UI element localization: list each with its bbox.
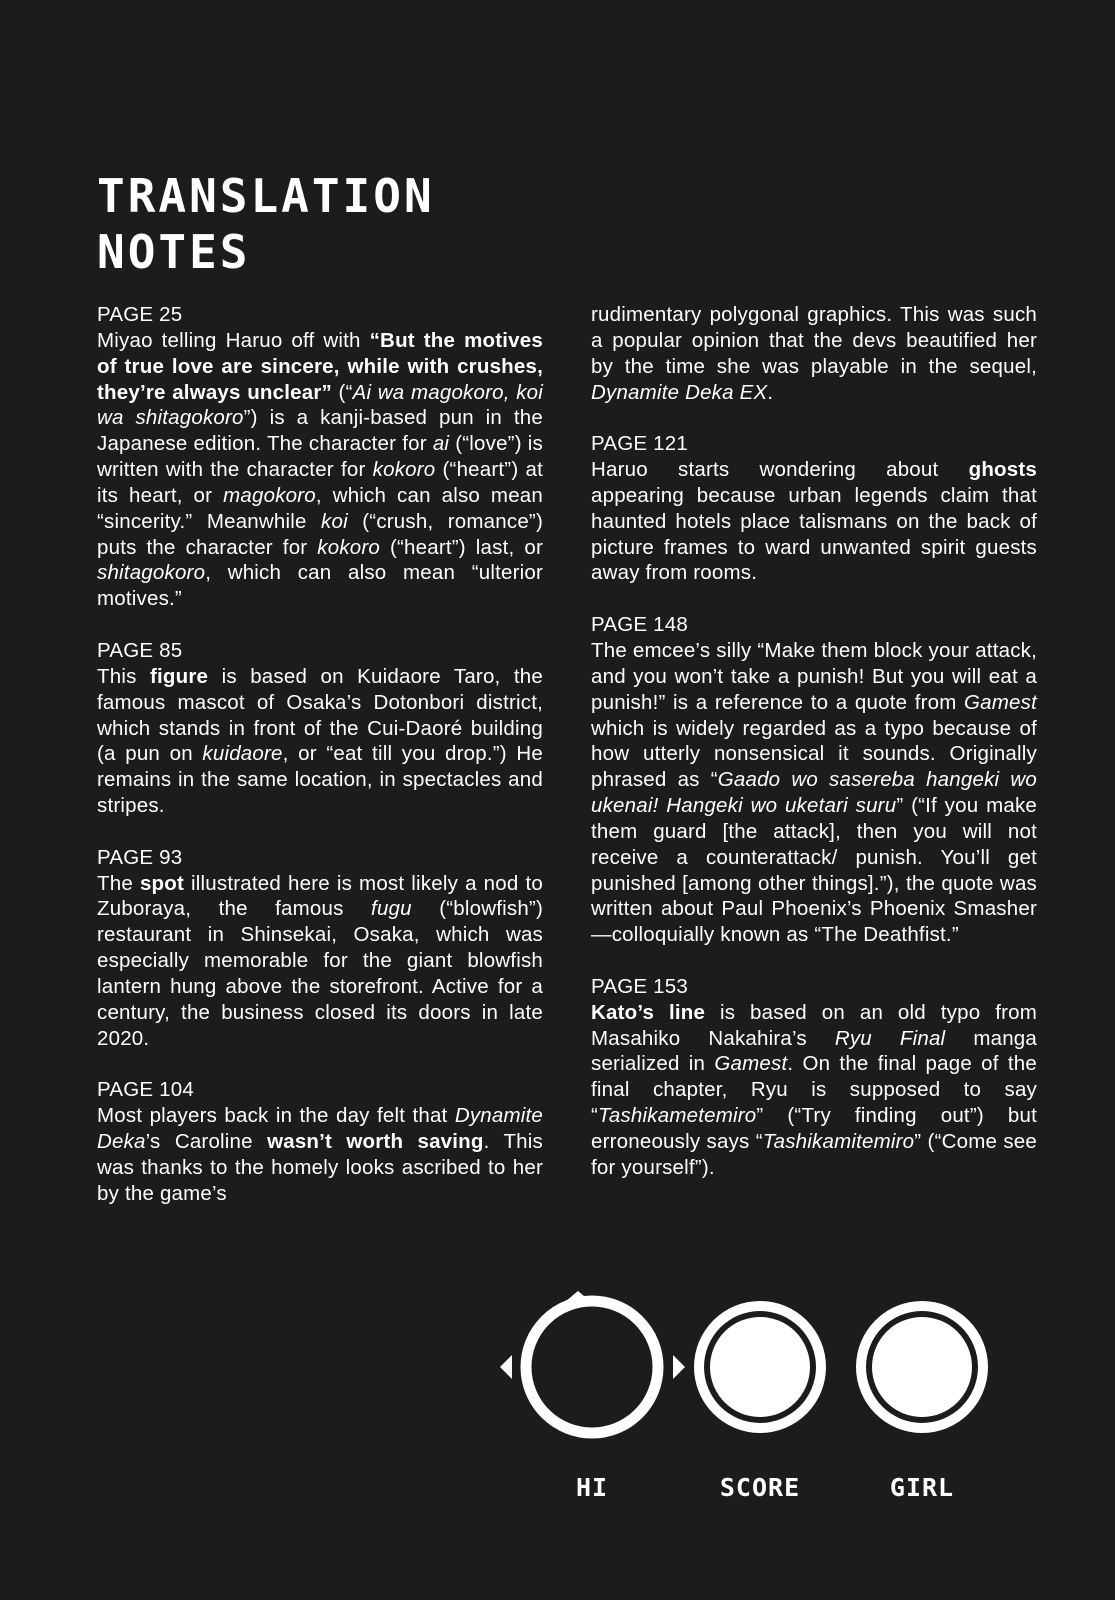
italic-run: Gamest [964,690,1037,714]
note-heading: PAGE 85 [97,638,183,662]
text-run: (“love”) is written with the character for [97,432,543,482]
note-heading: PAGE 121 [591,432,688,456]
title-line-1: TRANSLATION [97,169,435,223]
text-run: manga serialized in [591,1026,1037,1076]
text-run: is based on Kuidaore Taro, the famous mascot of Osaka’s Dotonbori district, which stands in front of the Cui-Daoré building (a pun on [97,664,543,766]
note-heading: PAGE 148 [591,613,688,637]
text-run: Miyao telling Haruo off with [97,328,370,352]
bold-run: Kato’s line [591,1000,706,1024]
text-run: rudimentary polygonal graphics. This was such a popular opinion that the devs beautified her by the time she was playable in the sequel, [591,303,1037,378]
text-run: ” (“Come see for yourself”). [591,1130,1037,1179]
note-body [97,665,543,817]
italic-run: kokoro [372,458,436,482]
text-run: (“blowfish”) restaurant in Shinsekai, Osaka, which was especially memorable for the giant blowfish lantern hung above the storefront. Active for a century, the business closed its doors in late 2020. [97,897,543,1050]
note-heading: PAGE 25 [97,303,183,326]
italic-run: Gamest [714,1052,788,1076]
note-body [97,1104,543,1205]
text-run: is based on an old typo from Masahiko Nakahira’s [591,1000,1037,1050]
note-page-104-continued [591,302,1037,405]
italic-run: fugu [371,897,412,921]
score-button-icon [710,1317,810,1417]
text-run: The [97,871,140,895]
text-run: (“crush, romance”) puts the character for [97,509,543,559]
arcade-controls-graphic [500,1285,1040,1465]
note-body [97,329,543,610]
italic-run: Gaado wo sasereba hangeki wo ukenai! Hangeki wo uketari suru [591,768,1037,818]
note-body [591,1001,1037,1179]
note-heading: PAGE 153 [591,974,688,998]
bold-run: ghosts [968,458,1037,482]
note-body [591,639,1037,946]
italic-run: koi [321,509,348,533]
note-page-148 [591,612,1037,948]
right-column [591,302,1037,1207]
joystick-ring [526,1301,658,1433]
note-page-85 [97,638,543,819]
text-run: (“heart”) last, or [380,535,543,559]
italic-run: Tashikametemiro [598,1104,757,1128]
note-body [591,458,1037,584]
italic-run: ai [432,432,450,456]
note-page-121 [591,431,1037,586]
text-run: ” (“If you make them guard [the attack], then you will not receive a counterattack/ punish. You’ll get punished [among other things].”), the quote was written about Paul Phoenix’s Phoenix Smasher—colloquially known as “The Deathfist.” [591,794,1037,947]
text-run: (“ [331,380,353,404]
arcade-controls-decoration [500,1285,1040,1515]
bold-run: “But the motives of true love are sincere, while with crushes, they’re always unclear” [97,328,543,404]
title-line-2: NOTES [97,225,251,279]
text-run: which is widely regarded as a typo because of how utterly nonsensical it sounds. Originally phrased as “ [591,716,1037,792]
label-hi: HI [575,1473,609,1502]
italic-run: Dynamite Deka EX [591,380,768,404]
text-run: , or “eat till you drop.”) He remains in the same location, in spectacles and stripes. [97,742,543,818]
text-run: Haruo starts wondering about [591,458,969,482]
note-heading: PAGE 93 [97,845,183,869]
text-run: Most players back in the day felt that [97,1104,455,1128]
text-run: ”) is a kanji-based pun in the Japanese edition. The character for [97,406,543,456]
text-run: , which can also mean “sincerity.” Meanwhile [97,483,543,533]
text-run: The emcee’s silly “Make them block your attack, and you won’t take a punish! But you will eat a punish!” is a reference to a quote from [591,638,1037,714]
italic-run: kuidaore [202,742,283,766]
note-body [591,303,1037,404]
text-run: illustrated here is most likely a nod to Zuboraya, the famous [97,871,543,921]
text-run: (“heart”) at its heart, or [97,458,543,507]
text-run: . [767,380,774,404]
note-page-104 [97,1077,543,1206]
right-arrow-icon [673,1355,685,1379]
text-run: appearing because urban legends claim that haunted hotels place talismans on the back of picture frames to ward unwanted spirit guests away from rooms. [591,483,1037,585]
italic-run: Dynamite Deka [97,1104,543,1153]
label-girl: GIRL [889,1473,955,1502]
left-arrow-icon [500,1355,512,1379]
italic-run: shitagokoro [97,561,206,585]
text-run: . This was thanks to the homely looks ascribed to her by the game’s [97,1130,543,1205]
bold-run: wasn’t worth saving [267,1130,484,1153]
italic-run: magokoro [223,483,316,507]
text-run: , which can also mean “ulterior motives.” [97,561,543,611]
note-body [97,872,543,1050]
text-run: . On the final page of the final chapter, Ryu is supposed to say “ [591,1052,1037,1128]
note-page-93 [97,845,543,1052]
text-run: ’s Caroline [145,1130,268,1153]
text-run: This [97,664,150,688]
label-score: SCORE [719,1473,801,1502]
note-heading: PAGE 104 [97,1078,194,1102]
bold-run: figure [149,664,209,688]
italic-run: Ryu Final [834,1026,946,1050]
text-run: ” (“Try finding out”) but erroneously says “ [591,1104,1037,1153]
italic-run: Tashikamitemiro [762,1130,915,1153]
italic-run: kokoro [317,535,381,559]
italic-run: Ai wa magokoro, koi wa shitagokoro [97,380,543,430]
bold-run: spot [139,871,185,895]
page-title [97,168,617,280]
note-page-153 [591,974,1037,1181]
left-column [97,302,543,1232]
note-page-25 [97,302,543,612]
girl-button-icon [872,1317,972,1417]
